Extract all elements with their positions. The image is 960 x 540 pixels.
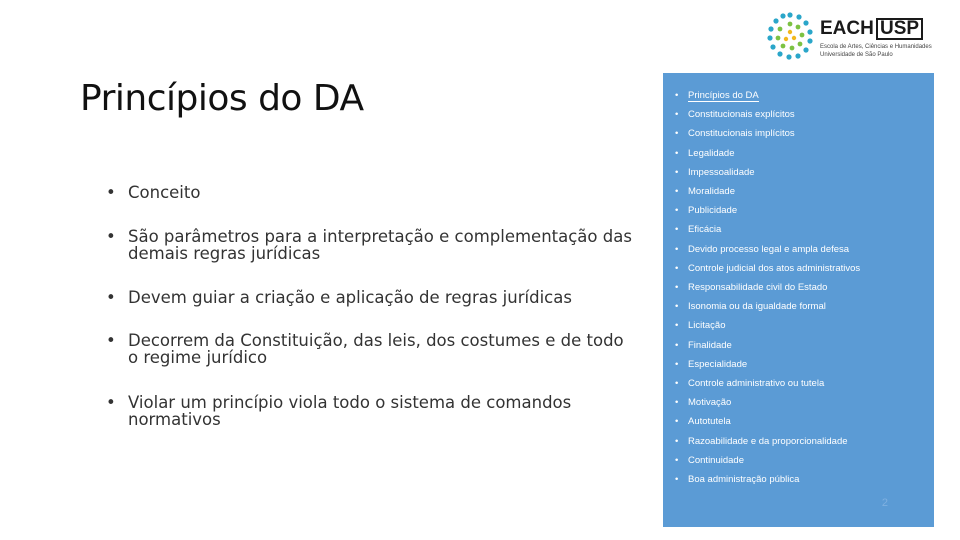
bullet-dot-icon: •	[106, 183, 116, 202]
bullet-dot-icon: •	[106, 393, 116, 412]
bullet-dot-icon: •	[675, 339, 679, 351]
bullet-dot-icon: •	[675, 186, 679, 197]
logo-usp-text: USP	[876, 18, 923, 40]
bullet-dot-icon: •	[675, 166, 679, 178]
bullet-dot-icon: •	[106, 331, 116, 350]
bullet-dot-icon: •	[675, 378, 679, 389]
bullet-dot-icon: •	[675, 416, 679, 428]
bullet-dot-icon: •	[675, 397, 679, 409]
bullet-dot-icon: •	[675, 262, 679, 274]
bullet-item: • Decorrem da Constituição, das leis, dos costumes e de todo o regime jurídico	[106, 331, 624, 367]
bullet-dot-icon: •	[106, 288, 116, 307]
principles-panel	[663, 73, 934, 527]
bullet-dot-icon: •	[675, 320, 679, 332]
bullet-dot-icon: •	[675, 301, 679, 313]
bullet-dot-icon: •	[675, 90, 679, 101]
bullet-dot-icon: •	[675, 435, 679, 447]
page-number: 2	[881, 497, 888, 509]
bullet-dot-icon: •	[675, 282, 679, 293]
bullet-dot-icon: •	[675, 474, 679, 485]
bullet-item: • Devem guiar a criação e aplicação de regras jurídicas	[106, 288, 572, 307]
bullet-dot-icon: •	[675, 128, 679, 140]
bullet-dot-icon: •	[675, 224, 679, 236]
bullet-dot-icon: •	[675, 205, 679, 217]
bullet-dot-icon: •	[675, 358, 679, 370]
bullet-item: • São parâmetros para a interpretação e complementação das demais regras jurídicas	[106, 227, 632, 263]
bullet-dot-icon: •	[675, 243, 679, 255]
each-usp-logo	[764, 8, 944, 62]
logo-subtitle-2: Universidade de São Paulo	[820, 52, 893, 58]
bullet-dot-icon: •	[106, 227, 116, 246]
bullet-item: • Violar um princípio viola todo o sistema de comandos normativos	[106, 393, 572, 429]
logo-each-text: EACH	[820, 18, 874, 39]
logo-subtitle-1: Escola de Artes, Ciências e Humanidades	[820, 44, 932, 50]
bullet-dot-icon: •	[675, 147, 679, 159]
slide-title: Princípios do DA	[80, 78, 364, 119]
bullet-dot-icon: •	[675, 109, 679, 121]
bullet-dot-icon: •	[675, 454, 679, 466]
logo-mark-icon	[764, 10, 816, 62]
bullet-item: • Conceito	[106, 183, 201, 202]
principles-list: • Princípios do DA • Constitucionais explícitos • Constitucionais implícitos • Legalidade • Impessoalidade • Moralidade • Publicidade • Eficácia • Devido processo legal e ampla defesa • Controle judicial dos atos administrativos • Responsabilidade civil do Estado • Isonomia ou da igualdade formal • Licitação • Finalidade • Especialidade • Controle administrativo ou tutela • Motivação • Autotutela • Razoabilidade e da proporcionalidade • Continuidade • Boa administração pública	[675, 90, 861, 485]
